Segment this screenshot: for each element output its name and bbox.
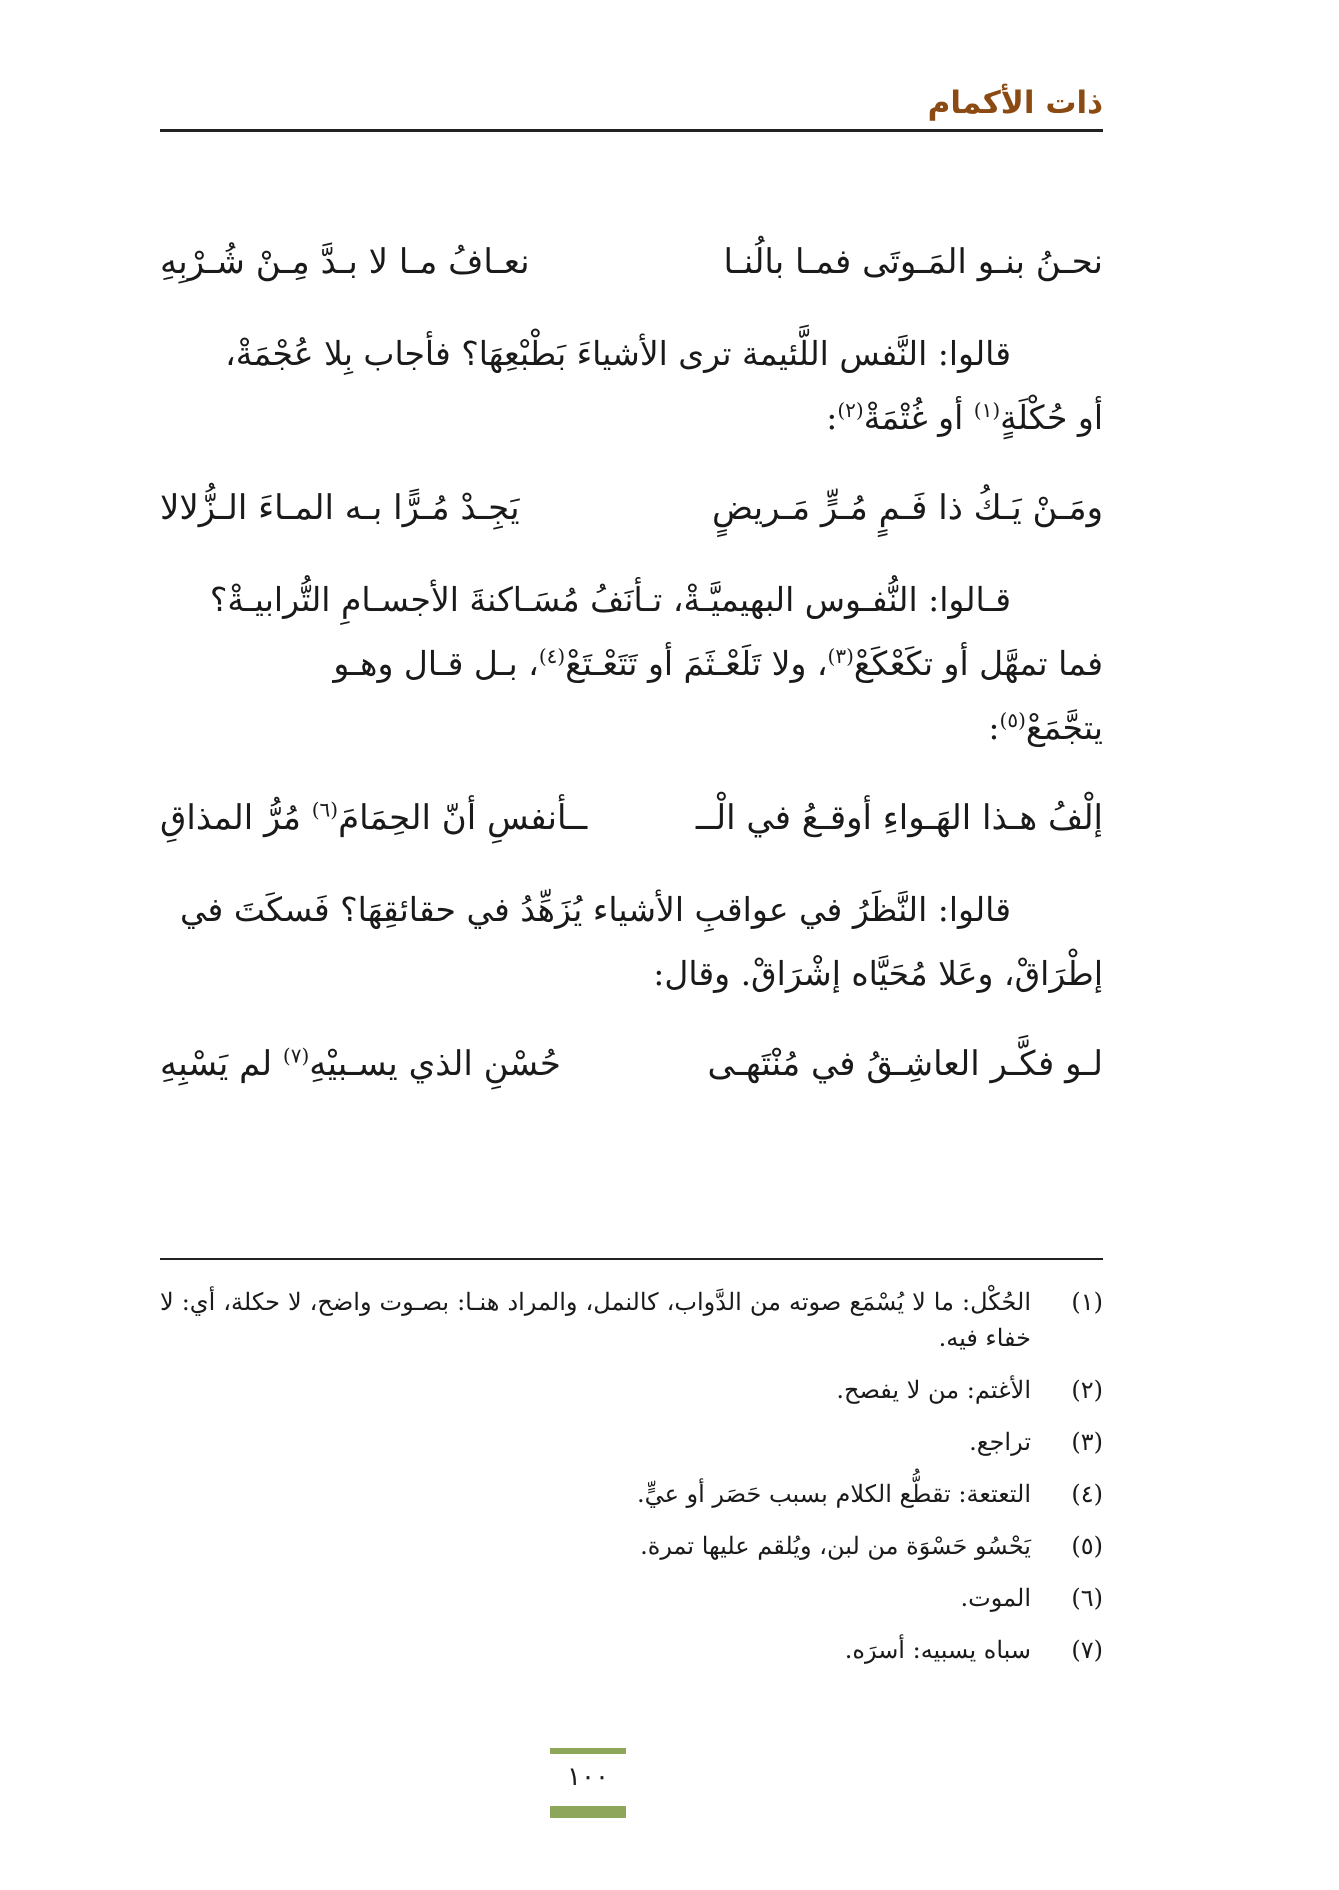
paragraph-3 (160, 878, 1103, 1006)
footnote-text: سباه يسبيه: أسرَه. (844, 1636, 1031, 1664)
footnote-item (160, 1632, 1103, 1668)
verse-1-first-hemistich: نحـنُ بنـو المَـوتَى فمـا بالُنـا (723, 242, 1103, 282)
footnote-text: تراجع. (969, 1428, 1031, 1456)
footnote-text: الحُكْل: ما لا يُسْمَع صوته من الدَّواب، كالنمل، والمراد هنـا: بصـوت واضح، لا حكلة، أي: لا خفاء فيه. (160, 1288, 1031, 1352)
footnote-number: (١) (1071, 1288, 1103, 1316)
footnote-ref-7[interactable]: (٧) (282, 1043, 310, 1068)
footnote-text: الموت. (960, 1584, 1031, 1612)
footnote-ref-3[interactable]: (٣) (827, 644, 854, 668)
verse-4 (160, 1032, 1103, 1096)
footnote-item (160, 1580, 1103, 1616)
paragraph-2-line-2-part-a: فما تمهَّل أو تكَعْكَعْ (853, 644, 1103, 683)
page-number: ١٠٠ (567, 1762, 609, 1792)
body-text (160, 230, 1103, 1124)
page-number-top-bar (550, 1748, 626, 1754)
footnotes (160, 1284, 1103, 1684)
paragraph-2 (160, 568, 1103, 760)
paragraph-2-line-3 (160, 696, 1103, 760)
paragraph-3-line-2: إطْرَاقْ، وعَلا مُحَيَّاه إشْرَاقْ. وقال: (653, 954, 1103, 993)
verse-3-second-hemistich-part-b: مُرُّ المذاقِ (160, 798, 312, 838)
paragraph-2-line-3-part-a: يتجَّمَعْ (1025, 708, 1103, 747)
paragraph-1-line-2-part-c: : (826, 398, 838, 437)
footnote-number: (٧) (1071, 1636, 1103, 1664)
verse-3-second-hemistich (160, 786, 587, 850)
footnote-text: التعتعة: تقطُّع الكلام بسبب حَصَر أو عيٍّ. (636, 1480, 1031, 1508)
paragraph-2-line-2 (160, 632, 1103, 696)
verse-1 (160, 230, 1103, 294)
footnote-text: يَحْسُو حَسْوَة من لبن، ويُلقم عليها تمرة. (640, 1532, 1031, 1560)
footnote-number: (٥) (1071, 1532, 1103, 1560)
footnote-ref-4[interactable]: (٤) (538, 644, 566, 668)
running-header-title: ذات الأكمام (927, 85, 1103, 121)
verse-1-second-hemistich: نعـافُ مـا لا بـدَّ مِـنْ شُـرْبِهِ (160, 242, 530, 282)
footnote-ref-5[interactable]: (٥) (999, 708, 1026, 732)
paragraph-1-line-1: قالوا: النَّفس اللَّئيمة ترى الأشياءَ بَطْبْعِهَا؟ فأجاب بِلا عُجْمَةْ، (225, 334, 1011, 373)
paragraph-2-line-2-part-b: ، ولا تَلَعْـثَمَ أو تَتَعْـتَعْ (565, 644, 828, 683)
footnote-item (160, 1284, 1103, 1356)
footnote-number: (٢) (1071, 1376, 1103, 1404)
footnote-separator (160, 1258, 1103, 1260)
footnote-item (160, 1372, 1103, 1408)
footnote-text: الأغتم: من لا يفصح. (836, 1376, 1031, 1404)
verse-3-first-hemistich: إلْفُ هـذا الهَـواءِ أوقـعُ في الْــ (695, 798, 1103, 838)
verse-2 (160, 476, 1103, 540)
paragraph-3-line-1: قالوا: النَّظَرُ في عواقبِ الأشياء يُزَهِّدُ في حقائقِهَا؟ فَسكَتَ في (180, 890, 1011, 929)
paragraph-2-line-2-part-c: ، بـل قـال وهـو (333, 644, 539, 683)
verse-2-second-hemistich: يَجِـدْ مُـرًّا بـه المـاءَ الـزُّلالا (160, 488, 520, 528)
paragraph-1-line-2-part-a: أو حُكْلَةٍ (1000, 398, 1103, 437)
paragraph-1-line-2-part-b: أو غُتْمَةْ (863, 398, 974, 437)
footnote-number: (٤) (1071, 1480, 1103, 1508)
paragraph-2-line-1: قـالوا: النُّفـوس البهيميَّـةْ، تـأنَفُ مُسَـاكنةَ الأجسـامِ التُّرابيـةْ؟ (209, 580, 1011, 619)
footnote-ref-1[interactable]: (١) (973, 398, 1001, 422)
footnote-item (160, 1528, 1103, 1564)
paragraph-1 (160, 322, 1103, 450)
footnote-ref-6[interactable]: (٦) (311, 797, 339, 822)
paragraph-1-line-2 (160, 386, 1103, 450)
verse-3 (160, 786, 1103, 850)
footnote-ref-2[interactable]: (٢) (837, 398, 864, 422)
verse-4-first-hemistich: لـو فكَّـر العاشِـقُ في مُنْتَهـى (707, 1044, 1103, 1084)
verse-4-second-hemistich-part-b: لم يَسْبِهِ (160, 1044, 283, 1084)
header-rule (160, 129, 1103, 132)
book-page (160, 0, 1103, 1890)
paragraph-2-line-3-part-b: : (988, 708, 1000, 747)
verse-2-first-hemistich: ومَـنْ يَـكُ ذا فَـمٍ مُـرٍّ مَـريضٍ (712, 488, 1103, 528)
verse-4-second-hemistich (160, 1032, 561, 1096)
footnote-item (160, 1476, 1103, 1512)
verse-3-second-hemistich-part-a: ــأنفسِ أنّ الحِمَامَ (338, 798, 588, 838)
verse-4-second-hemistich-part-a: حُسْنِ الذي يسـبيْهِ (309, 1044, 561, 1084)
footnote-number: (٦) (1071, 1584, 1103, 1612)
page-number-bottom-bar (550, 1806, 626, 1818)
footnote-item (160, 1424, 1103, 1460)
footnote-number: (٣) (1071, 1428, 1103, 1456)
